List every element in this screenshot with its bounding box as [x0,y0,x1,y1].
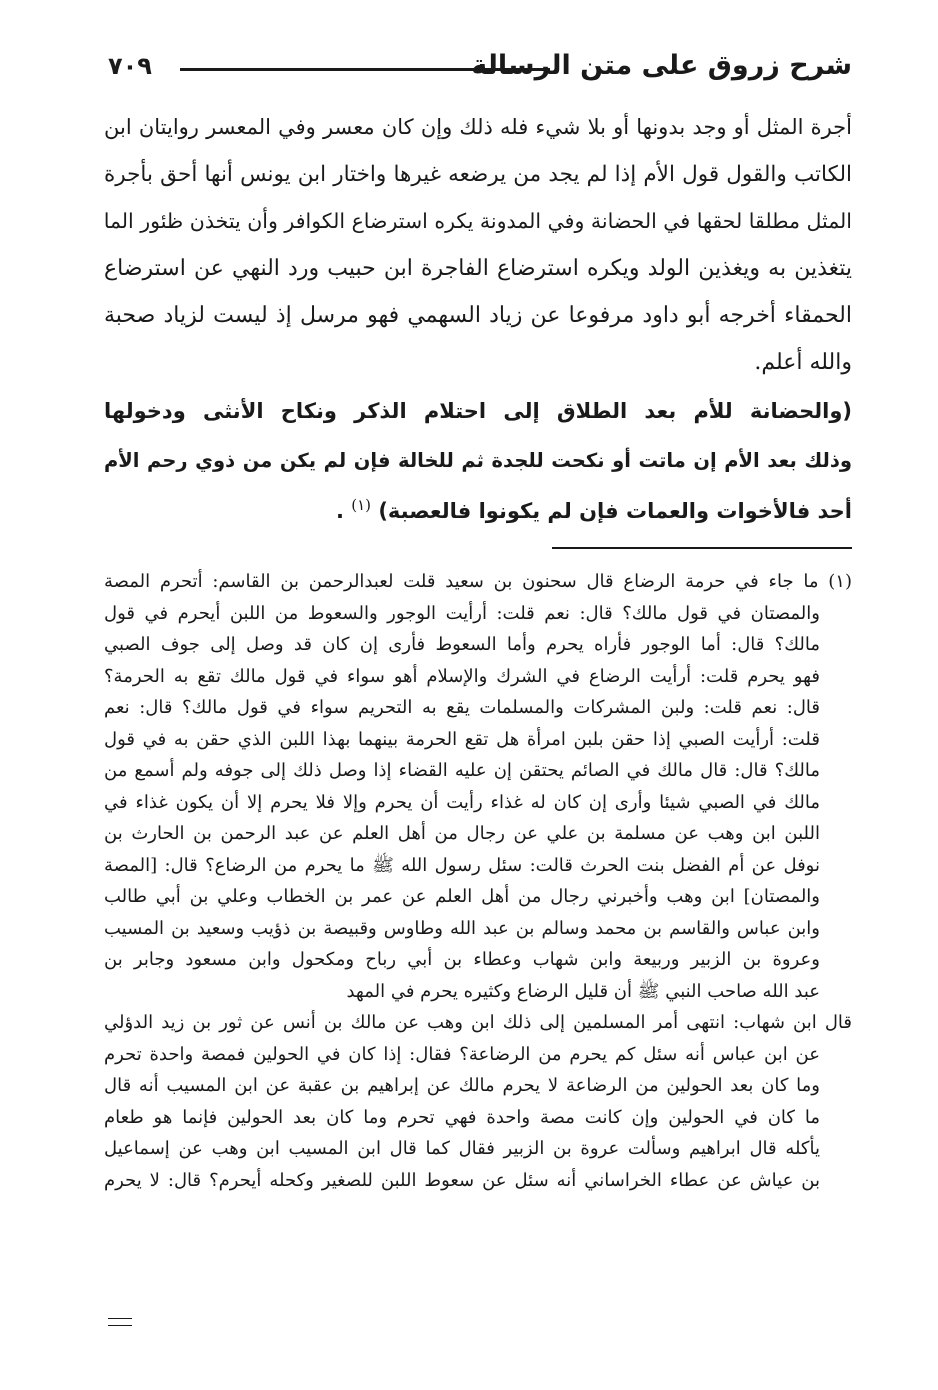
running-title: شرح زروق على متن الرسالة [471,50,852,81]
footnote-text: ما جاء في حرمة الرضاع قال سحنون بن سعيد قلت لعبدالرحمن بن القاسم: أتحرم المصة [104,571,819,592]
footnote-line: وابن عباس والقاسم بن محمد وسالم بن عبد الله وطاوس وقبيصة بن ذؤيب وسعيد بن المسيب [104,917,820,939]
footnote-marker: (١) [828,571,852,592]
matn-line: (والحضانة للأم بعد الطلاق إلى احتلام الذكر ونكاح الأنثى ودخولها [104,399,852,423]
footnote-line: اللبن ابن وهب عن مسلمة بن علي عن رجال من أهل العلم عن عبد الرحمن بن الحارث بن [104,823,820,844]
footnote-line: فهو يحرم قلت: أرأيت الرضاع في الشرك والإسلام أهو سواء في قول مالك تقع به الحرمة؟ [104,665,820,687]
footnote-line: نوفل عن أم الفضل بنت الحرث قالت: سئل رسول الله ﷺ ما يحرم من الرضاع؟ قال: [المصة [104,854,820,876]
footnotes [104,566,852,1196]
footnote-line: قال: نعم قلت: ولبن المشركات والمسلمات يقع به التحريم سواء في قول مالك؟ قال: نعم [104,697,820,718]
footnote-line: قال ابن شهاب: انتهى أمر المسلمين إلى ذلك ابن وهب عن مالك بن أنس عن ثور بن زيد الدؤلي [104,1012,852,1033]
footnote-line: والمصتان] ابن وهب وأخبرني رجال من أهل العلم عن عمر بن الخطاب وعلي بن أبي طالب [104,886,820,907]
footnote-line: يأكله قال ابراهيم وسألت عروة بن الزبير فقال كما قال ابن المسيب ابن وهب عن إسماعيل [104,1138,820,1159]
text-line: أجرة المثل أو وجد بدونها أو بلا شيء فله ذلك وإن كان معسر وفي المعسر روايتان ابن [104,115,852,139]
text-line: يتغذين به ويغذين الولد ويكره استرضاع الفاجرة ابن حبيب ورد النهي عن استرضاع [104,256,852,281]
trailing-dot: . [335,499,344,523]
matn-line [104,486,852,536]
commentary-text [104,104,852,386]
footnote-line: مالك في الصبي شيئا وأرى إن كان له غذاء رأيت أن يحرم وإلا فلا يحرم إلا أن يكون غذاء في [104,791,820,813]
footnote-line: عن ابن عباس أنه سئل كم يحرم من الرضاعة؟ فقال: إذا كان في الحولين فمصة واحدة تحرم [104,1043,820,1065]
footnote-line [104,566,852,598]
matn-line: وذلك بعد الأم إن ماتت أو نكحت للجدة ثم للخالة فإن لم يكن من ذوي رحم الأم [104,449,852,472]
footnote-reference: (١) [351,496,372,514]
header-rule [180,68,550,71]
text-line: والله أعلم. [754,350,852,375]
text-line: الكاتب والقول قول الأم إذا لم يجد من يرضعه غيرها واختار ابن يونس أنها أحق بأجرة [104,162,852,187]
footnote-line: مالك؟ قال: أما الوجور فأراه يحرم وأما السعوط فأرى إن كان قد وصل إلى جوف الصبي [104,634,820,655]
page-header [108,40,852,92]
page-number: ٧٠٩ [108,52,152,80]
matn-text [104,386,852,536]
footnote-line: ما كان في الحولين وإن كانت مصة واحدة فهي تحرم وما كان بعد الحولين فإنما هو طعام [104,1106,820,1128]
footnote-line: مالك؟ قال: قال مالك في الصائم يحتقن إن عليه القضاء إذا وصل ذلك إلى جوفه ولم أسمع من [104,760,820,781]
catchword-mark [108,1318,132,1326]
footnote-line: بن عياش عن عطاء الخراساني أنه سئل عن سعوط اللبن للصغير وكحله أيحرم؟ قال: لا يحرم [104,1169,820,1191]
footnote-line: وما كان بعد الحولين من الرضاعة لا يحرم مالك عن إبراهيم بن عقبة عن ابن المسيب أنه قال [104,1075,820,1096]
footnote-line: والمصتان في قول مالك؟ قال: نعم قلت: أرأيت الوجور والسعوط من اللبن أيحرم في قول [104,602,820,624]
matn-line-text: أحد فالأخوات والعمات فإن لم يكونوا فالعصبة) [378,499,852,523]
footnote-separator [552,547,852,549]
footnote-line: قلت: أرأيت الصبي إذا حقن بلبن امرأة هل تقع الحرمة بينهما بهذا اللبن الذي حقن به في قول [104,728,820,750]
text-line: المثل مطلقا لحقها في الحضانة وفي المدونة يكره استرضاع الكوافر وأن يتخذن ظئور الما [104,209,852,233]
footnote-line: وعروة بن الزبير وربيعة وابن شهاب وعطاء بن أبي رباح ومكحول وابن مسعود وجابر بن [104,949,820,970]
footnote-line: عبد الله صاحب النبي ﷺ أن قليل الرضاع وكثيره يحرم في المهد [346,980,820,1002]
text-line: الحمقاء أخرجه أبو داود مرفوعا عن زياد السهمي فهو مرسل إذ ليست لزياد صحبة [104,303,852,328]
